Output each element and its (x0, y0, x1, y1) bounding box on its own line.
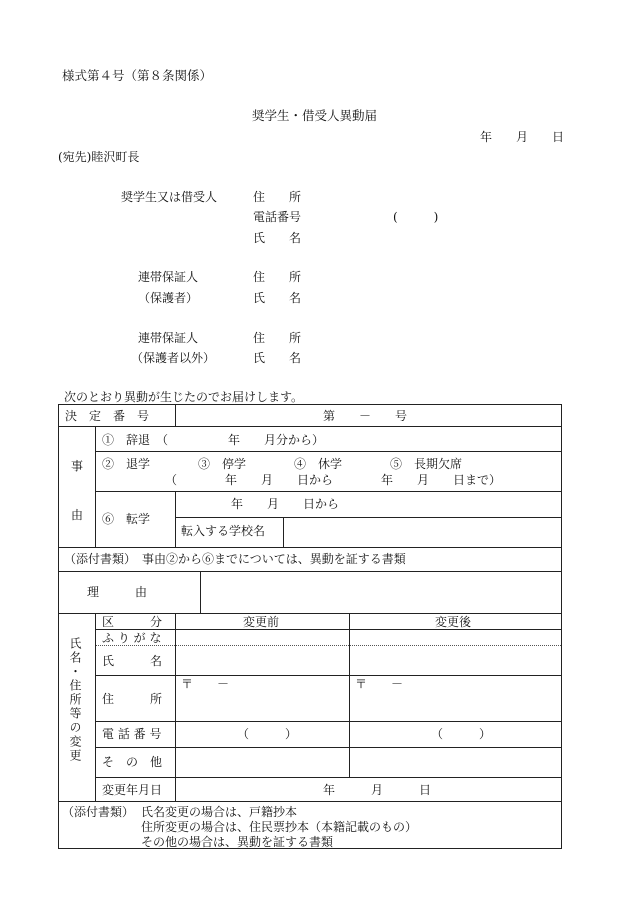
reason-transfer: ⑥ 転学 (102, 512, 151, 526)
reason-withdraw: ① 辞退 （ 年 月分から） (102, 433, 325, 447)
after-label: 変更後 (435, 615, 472, 629)
guarantor2-address-label: 住 所 (253, 331, 302, 345)
phone-before: （ ） (237, 727, 298, 741)
reason-label-bottom: 由 (71, 508, 84, 522)
change-form-table (58, 404, 562, 849)
guarantor1-sub: （保護者） (138, 291, 199, 305)
attachment-footer-line2: 住所変更の場合は、住民票抄本（本籍記載のもの） (141, 820, 418, 834)
attachment-note-1: （添付書類） 事由②から⑥までについては、異動を証する書類 (64, 552, 406, 566)
attachment-footer-line1: 氏名変更の場合は、戸籍抄本 (141, 805, 298, 819)
reason-text-label: 理 由 (87, 585, 148, 599)
category-label: 区 分 (102, 615, 163, 629)
applicant-phone-label: 電話番号 (253, 210, 302, 224)
postal-after: 〒 － (355, 677, 404, 691)
guarantor2-heading: 連帯保証人 (138, 331, 199, 345)
addressee: (宛先)睦沢町長 (58, 150, 140, 164)
transfer-school-label: 転入する学校名 (181, 524, 266, 538)
guarantor2-name-label: 氏 名 (253, 351, 302, 365)
attachment-footer-label: （添付書類） (62, 805, 135, 819)
form-title: 奨学生・借受人異動届 (252, 108, 378, 123)
change-date-value: 年 月 日 (323, 783, 432, 797)
name-label: 氏 名 (102, 654, 163, 668)
address-label: 住 所 (102, 692, 163, 706)
date-line: 年 月 日 (480, 130, 565, 144)
reason-leave-options: ② 退学 ③ 停学 ④ 休学 ⑤ 長期欠席 (102, 457, 463, 471)
change-date-label: 変更年月日 (102, 783, 163, 797)
other-label: そ の 他 (102, 755, 163, 769)
decision-number-label: 決 定 番 号 (65, 409, 150, 423)
guarantor1-address-label: 住 所 (253, 270, 302, 284)
applicant-phone-paren: ( ) (393, 210, 439, 224)
reason-leave-period: （ 年 月 日から 年 月 日まで） (165, 473, 502, 487)
applicant-heading: 奨学生又は借受人 (121, 190, 218, 204)
applicant-address-label: 住 所 (253, 190, 302, 204)
before-label: 変更前 (243, 615, 280, 629)
guarantor1-heading: 連帯保証人 (138, 270, 199, 284)
postal-before: 〒 － (181, 677, 230, 691)
phone-after: （ ） (431, 727, 492, 741)
decision-number-value: 第 － 号 (323, 409, 408, 423)
guarantor2-sub: （保護者以外） (131, 351, 216, 365)
reason-label-top: 事 (71, 459, 84, 473)
applicant-name-label: 氏 名 (253, 231, 302, 245)
form-id: 様式第４号（第８条関係） (62, 68, 213, 83)
change-section-label: 氏名・住所等の変更 (68, 637, 82, 763)
furigana-label: ふ り が な (102, 631, 162, 645)
attachment-footer-line3: その他の場合は、異動を証する書類 (141, 835, 334, 849)
phone-label: 電 話 番 号 (102, 727, 162, 741)
intro-text: 次のとおり異動が生じたのでお届けします。 (64, 390, 304, 404)
guarantor1-name-label: 氏 名 (253, 291, 302, 305)
transfer-date: 年 月 日から (231, 497, 340, 511)
